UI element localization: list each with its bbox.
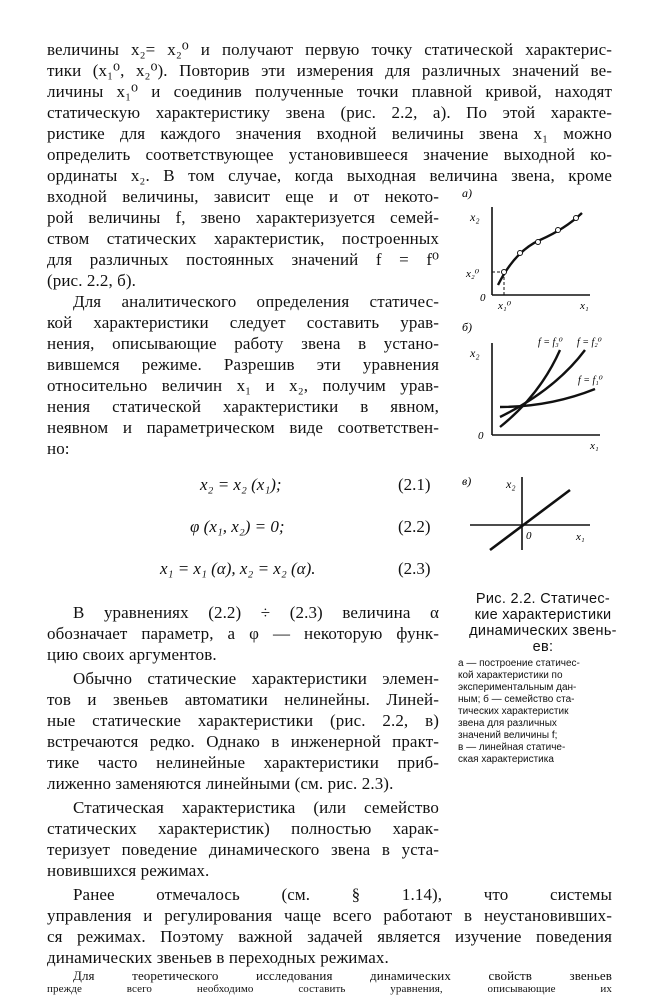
- text-line: статическую характеристику звена (рис. 2.2, а). По этой характе-: [47, 103, 612, 122]
- text-line: встречаются редко. Однако в инженерной практ-: [47, 732, 439, 751]
- data-point: [518, 251, 523, 256]
- label-f3: f = f₃⁰: [538, 337, 563, 348]
- axis-label-x1: x₁: [590, 440, 599, 452]
- text-line: лиженно заменяются линейными (см. рис. 2.3).: [47, 774, 394, 793]
- text-line: теризует поведение динамического звена в уста-: [47, 840, 439, 859]
- equation-2-2: φ (x₁, x₂) = 0;: [190, 517, 285, 536]
- caption-title-line: кие характеристики: [474, 607, 612, 623]
- data-point: [502, 270, 507, 275]
- data-point: [556, 228, 561, 233]
- data-point: [574, 216, 579, 221]
- text-line: тики (x₁⁰, x₂⁰). Повторив эти измерения для различных значений ве-: [47, 61, 612, 80]
- text-line: Ранее отмечалось (см. § 1.14), что системы: [73, 885, 612, 904]
- text-line: ся режимах. Поэтому важной задачей является изучение поведения: [47, 927, 612, 946]
- text-line: управления и регулирования чаще всего работают в неустановивших-: [47, 906, 612, 925]
- text-line: относительно величин x₁ и x₂, получим урав-: [47, 376, 439, 395]
- caption-body-line: значений величины f;: [458, 730, 558, 741]
- text-line: личины x₁⁰ и соединив полученные точки плавной кривой, находят: [47, 82, 612, 101]
- axis-label-x2: x₂: [470, 346, 480, 360]
- text-line: новившихся режимах.: [47, 861, 210, 880]
- text-line: рой величины f, звено характеризуется семей-: [47, 208, 439, 227]
- text-line: вившемся режиме. Разрешив эти уравнения: [47, 355, 439, 374]
- text-line: кой характеристики следует составить урав-: [47, 313, 439, 332]
- curve-f3: [500, 350, 560, 427]
- equation-2-1: x₂ = x₂ (x₁);: [200, 475, 282, 494]
- caption-body-line: в — линейная статиче-: [458, 742, 566, 753]
- origin-label: 0: [480, 292, 486, 304]
- axis-label-x2: x₂: [506, 477, 516, 491]
- label-f1: f = f₁⁰: [578, 375, 603, 386]
- caption-title-line: динамических звень-: [469, 623, 617, 639]
- text-line: Обычно статические характеристики элемен-: [73, 669, 439, 688]
- text-line: тике часто нелинейные характеристики приб-: [47, 753, 439, 772]
- caption-body-line: тических характеристик: [458, 706, 569, 717]
- label-x1-0: x₁⁰: [498, 300, 512, 312]
- figure-2-2: [440, 185, 620, 555]
- text-line: статических характеристик) полностью харак-: [47, 819, 439, 838]
- caption-body-line: кой характеристики по: [458, 670, 563, 681]
- caption-title-line: ев:: [532, 639, 554, 655]
- panel-label-a: а): [462, 186, 472, 200]
- text-line: тов и звеньев автоматики нелинейны. Линей-: [47, 690, 439, 709]
- caption-body-line: звена для различных: [458, 718, 557, 729]
- text-line: ные статические характеристики (рис. 2.2, в): [47, 711, 439, 730]
- text-line: Для аналитического определения статичес-: [73, 292, 439, 311]
- origin-label: 0: [478, 430, 484, 442]
- text-line: Для теоретического исследования динамических свойств звеньев: [73, 968, 612, 983]
- caption-title-line: Рис. 2.2. Статичес-: [475, 591, 611, 607]
- caption-body-line: экспериментальным дан-: [458, 682, 577, 693]
- origin-label: 0: [526, 530, 532, 542]
- text-line: для различных постоянных значений f = f⁰: [47, 250, 439, 269]
- text-line: входной величины, зависит еще и от некото-: [47, 187, 439, 206]
- text-line: ством статических характеристик, построенных: [47, 229, 439, 248]
- static-curve: [498, 213, 582, 285]
- panel-label-c: в): [462, 474, 472, 488]
- text-line: неявном и параметрическом виде соответствен-: [47, 418, 439, 437]
- text-line: определить соответствующее установившееся значение выходной ко-: [47, 145, 612, 164]
- text-line: величины x₂= x₂⁰ и получают первую точку статической характерис-: [47, 40, 612, 59]
- curve-f1: [500, 389, 595, 407]
- text-line: В уравнениях (2.2) ÷ (2.3) величина α: [73, 603, 439, 622]
- caption-body-line: ская характеристика: [458, 754, 554, 765]
- axis-label-x1: x₁: [576, 531, 585, 543]
- text-line: цию своих аргументов.: [47, 645, 217, 664]
- text-line: прежде всего необходимо составить уравнения, описывающие их: [47, 983, 612, 995]
- text-line: нения статической характеристики в явном,: [47, 397, 439, 416]
- caption-body-line: а — построение статичес-: [458, 658, 580, 669]
- panel-label-b: б): [462, 320, 473, 334]
- text-line: обозначает параметр, а φ — некоторую функ-: [47, 624, 439, 643]
- equation-number: (2.1): [398, 475, 431, 494]
- text-line: Статическая характеристика (или семейство: [73, 798, 439, 817]
- equation-2-3: x₁ = x₁ (α), x₂ = x₂ (α).: [160, 559, 316, 578]
- label-f2: f = f₂⁰: [577, 337, 602, 348]
- text-line: динамических звеньев в переходных режимах.: [47, 948, 389, 967]
- label-x2-0: x₂⁰: [466, 268, 480, 280]
- text-line: (рис. 2.2, б).: [47, 271, 137, 290]
- equation-number: (2.3): [398, 559, 431, 578]
- equation-number: (2.2): [398, 517, 431, 536]
- caption-body-line: ным; б — семейство ста-: [458, 694, 575, 705]
- axis-label-x1: x₁: [580, 300, 589, 312]
- text-line: но:: [47, 439, 70, 458]
- text-line: нения, описывающие работу звена в устано-: [47, 334, 439, 353]
- text-line: ординаты x₂. В том случае, когда выходная величина звена, кроме: [47, 166, 612, 185]
- data-point: [536, 240, 541, 245]
- axis-label-x2: x₂: [470, 210, 480, 224]
- text-line: ристике для каждого значения входной величины звена x₁ можно: [47, 124, 612, 143]
